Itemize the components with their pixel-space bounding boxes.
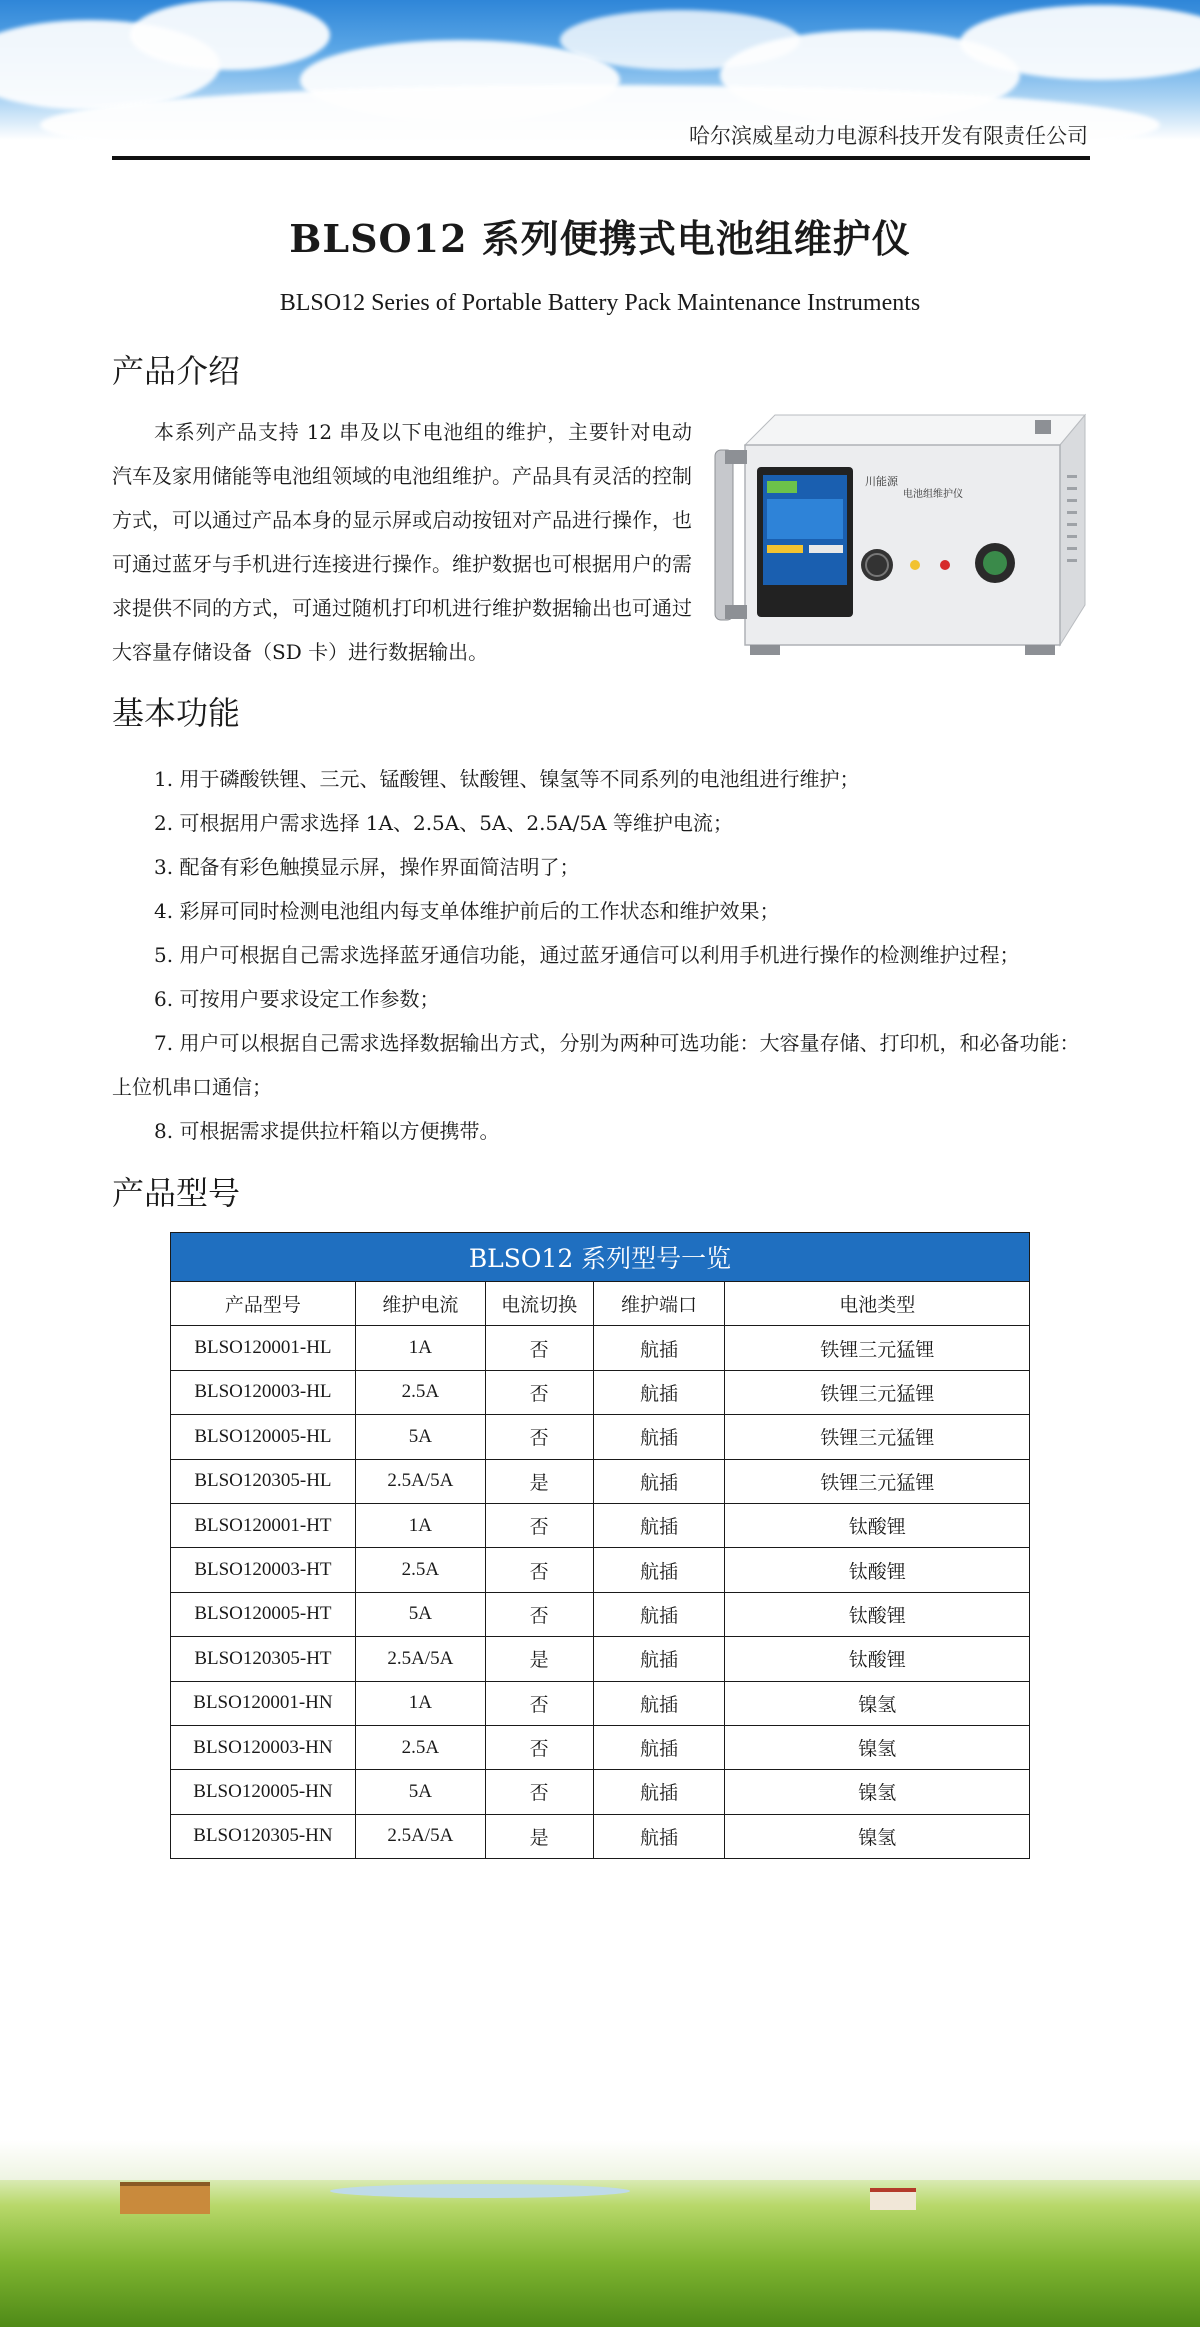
model-table-container: [170, 1232, 1030, 1859]
table-cell: 钛酸锂: [725, 1548, 1030, 1592]
list-item: 5. 用户可根据自己需求选择蓝牙通信功能，通过蓝牙通信可以利用手机进行操作的检测维护过程；: [154, 943, 1020, 967]
table-cell: 航插: [593, 1548, 725, 1592]
list-item: 6. 可按用户要求设定工作参数；: [154, 987, 440, 1011]
table-cell: 否: [485, 1681, 593, 1725]
table-cell: BLSO120003-HL: [171, 1370, 356, 1414]
table-header-row: [171, 1282, 1030, 1326]
table-cell: 航插: [593, 1637, 725, 1681]
table-cell: 航插: [593, 1770, 725, 1814]
table-cell: 否: [485, 1548, 593, 1592]
table-cell: 镍氢: [725, 1814, 1030, 1858]
indicator-light-icon: [910, 560, 920, 570]
table-cell: 铁锂三元猛锂: [725, 1370, 1030, 1414]
table-cell: 是: [485, 1459, 593, 1503]
table-row: [171, 1681, 1030, 1725]
table-cell: 2.5A: [355, 1548, 485, 1592]
table-cell: 航插: [593, 1415, 725, 1459]
table-cell: 2.5A/5A: [355, 1814, 485, 1858]
table-cell: 镍氢: [725, 1725, 1030, 1769]
page-title: BLSO12 系列便携式电池组维护仪: [289, 216, 911, 261]
table-cell: 镍氢: [725, 1770, 1030, 1814]
device-brand: 川能源: [865, 475, 898, 488]
column-header: 维护端口: [593, 1282, 725, 1326]
models-heading: 产品型号: [112, 1174, 241, 1212]
page-subtitle: BLSO12 Series of Portable Battery Pack Maintenance Instruments: [279, 290, 921, 316]
table-row: [171, 1326, 1030, 1370]
table-cell: 铁锂三元猛锂: [725, 1459, 1030, 1503]
pond-shape: [330, 2184, 630, 2198]
device-image: [705, 405, 1095, 675]
table-cell: 5A: [355, 1415, 485, 1459]
device-label: 电池组维护仪: [903, 489, 963, 500]
table-row: [171, 1503, 1030, 1547]
table-cell: 航插: [593, 1681, 725, 1725]
table-cell: BLSO120003-HT: [171, 1548, 356, 1592]
table-row: [171, 1548, 1030, 1592]
list-item: 8. 可根据需求提供拉杆箱以方便携带。: [154, 1119, 500, 1143]
table-row: [171, 1814, 1030, 1858]
table-cell: 钛酸锂: [725, 1592, 1030, 1636]
table-cell: 否: [485, 1326, 593, 1370]
table-cell: 是: [485, 1814, 593, 1858]
list-item: 2. 可根据用户需求选择 1A、2.5A、5A、2.5A/5A 等维护电流；: [154, 811, 733, 835]
table-cell: 否: [485, 1370, 593, 1414]
table-cell: BLSO120005-HL: [171, 1415, 356, 1459]
table-cell: 航插: [593, 1370, 725, 1414]
list-item: 4. 彩屏可同时检测电池组内每支单体维护前后的工作状态和维护效果；: [154, 899, 780, 923]
intro-heading: 产品介绍: [112, 352, 241, 390]
list-item: 7. 用户可以根据自己需求选择数据输出方式，分别为两种可选功能：大容量存储、打印机，和必备功能：上位机串口通信；: [112, 1031, 1080, 1099]
model-table: [170, 1232, 1030, 1859]
table-cell: BLSO120001-HL: [171, 1326, 356, 1370]
table-cell: 铁锂三元猛锂: [725, 1415, 1030, 1459]
table-row: [171, 1459, 1030, 1503]
table-cell: 钛酸锂: [725, 1637, 1030, 1681]
column-header: 电流切换: [485, 1282, 593, 1326]
table-cell: BLSO120005-HN: [171, 1770, 356, 1814]
functions-list: [112, 757, 1097, 1153]
table-cell: 2.5A/5A: [355, 1637, 485, 1681]
table-cell: 5A: [355, 1592, 485, 1636]
table-cell: BLSO120003-HN: [171, 1725, 356, 1769]
table-cell: 钛酸锂: [725, 1503, 1030, 1547]
grassland-banner: [0, 2140, 1200, 2327]
table-cell: 1A: [355, 1503, 485, 1547]
table-cell: 否: [485, 1770, 593, 1814]
table-cell: BLSO120305-HN: [171, 1814, 356, 1858]
table-cell: BLSO120001-HT: [171, 1503, 356, 1547]
functions-heading: 基本功能: [112, 694, 241, 732]
table-row: [171, 1592, 1030, 1636]
cabin-shape: [120, 2182, 210, 2214]
table-row: [171, 1637, 1030, 1681]
table-cell: 航插: [593, 1326, 725, 1370]
table-cell: BLSO120005-HT: [171, 1592, 356, 1636]
table-cell: 航插: [593, 1725, 725, 1769]
table-cell: BLSO120001-HN: [171, 1681, 356, 1725]
table-cell: 否: [485, 1415, 593, 1459]
company-name: 哈尔滨威星动力电源科技开发有限责任公司: [689, 124, 1088, 148]
header-divider: [112, 156, 1090, 160]
table-caption: BLSO12 系列型号一览: [171, 1233, 1030, 1282]
sky-banner: [0, 0, 1200, 140]
column-header: 产品型号: [171, 1282, 356, 1326]
table-cell: 1A: [355, 1681, 485, 1725]
table-row: [171, 1725, 1030, 1769]
table-cell: 2.5A: [355, 1725, 485, 1769]
table-cell: 2.5A/5A: [355, 1459, 485, 1503]
table-cell: 否: [485, 1503, 593, 1547]
table-cell: 航插: [593, 1592, 725, 1636]
indicator-light-icon: [940, 560, 950, 570]
column-header: 电池类型: [725, 1282, 1030, 1326]
table-cell: 铁锂三元猛锂: [725, 1326, 1030, 1370]
table-cell: 航插: [593, 1814, 725, 1858]
table-cell: 是: [485, 1637, 593, 1681]
table-row: [171, 1770, 1030, 1814]
table-cell: 1A: [355, 1326, 485, 1370]
table-row: [171, 1370, 1030, 1414]
table-cell: 2.5A: [355, 1370, 485, 1414]
table-cell: 5A: [355, 1770, 485, 1814]
table-cell: 否: [485, 1725, 593, 1769]
table-cell: 否: [485, 1592, 593, 1636]
table-cell: BLSO120305-HL: [171, 1459, 356, 1503]
table-cell: 镍氢: [725, 1681, 1030, 1725]
intro-paragraph: 本系列产品支持 12 串及以下电池组的维护，主要针对电动汽车及家用储能等电池组领域的电池组维护。产品具有灵活的控制方式，可以通过产品本身的显示屏或启动按钮对产品进行操作，也可通过蓝牙与手机进行连接进行操作。维护数据也可根据用户的需求提供不同的方式，可通过随机打印机进行维护数据输出也可通过大容量存储设备（SD 卡）进行数据输出。: [112, 420, 692, 664]
column-header: 维护电流: [355, 1282, 485, 1326]
table-cell: BLSO120305-HT: [171, 1637, 356, 1681]
list-item: 1. 用于磷酸铁锂、三元、锰酸锂、钛酸锂、镍氢等不同系列的电池组进行维护；: [154, 767, 860, 791]
table-row: [171, 1415, 1030, 1459]
table-cell: 航插: [593, 1503, 725, 1547]
house-shape: [870, 2188, 916, 2210]
table-cell: 航插: [593, 1459, 725, 1503]
list-item: 3. 配备有彩色触摸显示屏，操作界面简洁明了；: [154, 855, 580, 879]
